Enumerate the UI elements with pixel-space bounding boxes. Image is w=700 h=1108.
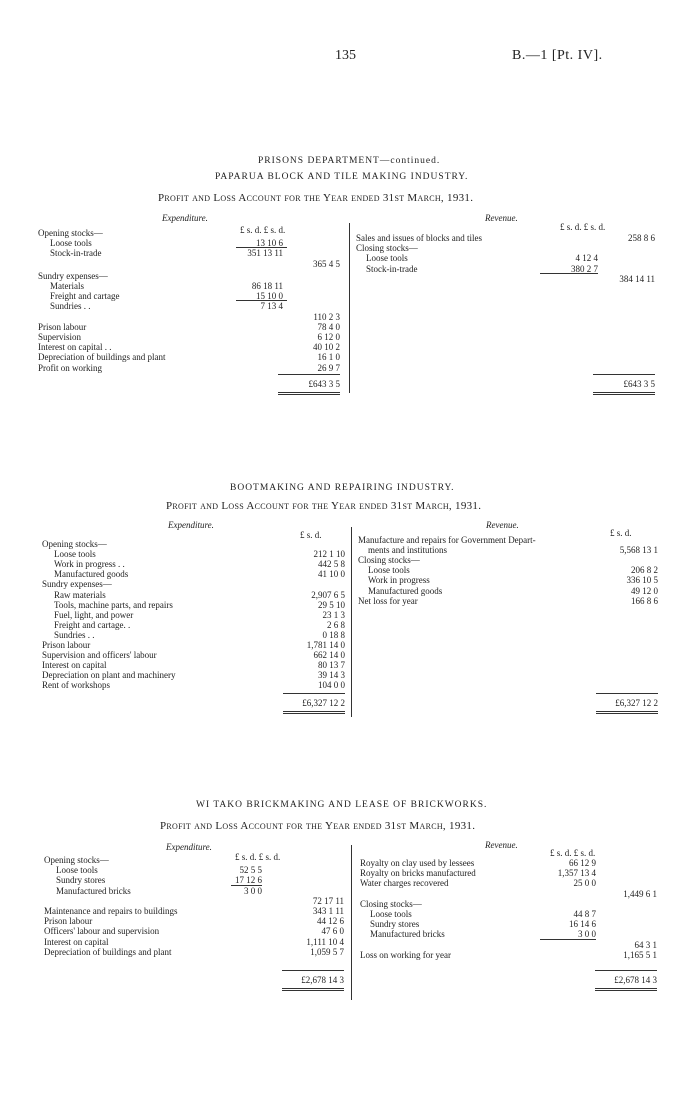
expenditure-amount: 26 9 7 (317, 362, 340, 373)
expenditure-total: £6,327 12 2 (302, 698, 345, 708)
expenditure-row-label: Fuel, light, and power (54, 609, 134, 620)
revenue-total-double-rule (595, 988, 657, 991)
expenditure-row-label: Prison labour (44, 916, 93, 927)
expenditure-amount: 662 14 0 (313, 650, 345, 661)
expenditure-row-label: Loose tools (50, 238, 92, 249)
expenditure-row-label: Profit on working (38, 362, 102, 373)
subtotal-rule (236, 247, 287, 248)
expenditure-amount: 23 1 3 (322, 609, 345, 620)
expenditure-subamount: 7 13 4 (260, 301, 283, 312)
expenditure-row-label: Sundries . . (54, 629, 95, 640)
revenue-row-label: Loose tools (370, 909, 412, 919)
expenditure-total: £643 3 5 (308, 379, 340, 389)
revenue-total-rule (596, 693, 658, 694)
expenditure-amount: 39 14 3 (318, 670, 345, 681)
expenditure-row-label: Materials (50, 281, 84, 291)
revenue-amount: 336 10 5 (626, 575, 658, 586)
expenditure-amount: 104 0 0 (318, 680, 345, 691)
expenditure-row-label: Stock-in-trade (50, 248, 102, 259)
document-reference: B.—1 [Pt. IV]. (512, 48, 603, 63)
revenue-subamount: 16 14 6 (569, 919, 596, 930)
revenue-subamount: 44 8 7 (573, 909, 596, 919)
revenue-heading: Revenue. (485, 213, 518, 223)
expenditure-total: £2,678 14 3 (301, 975, 344, 985)
revenue-total-double-rule (593, 392, 655, 395)
expenditure-subamount: 86 18 11 (251, 281, 283, 291)
expenditure-subamount: 15 10 0 (256, 291, 283, 302)
expenditure-heading: Expenditure. (168, 520, 214, 530)
column-divider (349, 223, 350, 393)
expenditure-row-label: Manufactured bricks (56, 885, 131, 896)
expenditure-amount: 29 5 10 (318, 599, 345, 610)
revenue-amount: 5,568 13 1 (619, 545, 658, 556)
revenue-amount: 49 12 0 (631, 585, 658, 596)
expenditure-row-label: Interest on capital (42, 660, 107, 671)
revenue-total-rule (593, 374, 655, 375)
expenditure-row-label: Supervision and officers' labour (42, 650, 157, 661)
account-title: Profit and Loss Account for the Year ended 31st March, 1931. (158, 192, 474, 204)
revenue-amount: 1,165 5 1 (623, 949, 657, 960)
revenue-amount: 206 8 2 (631, 565, 658, 576)
expenditure-row-label: Prison labour (42, 640, 91, 650)
expenditure-total-double-rule (282, 988, 344, 991)
revenue-row-label: Manufactured goods (368, 585, 443, 596)
expenditure-subamount: 3 0 0 (244, 885, 262, 896)
revenue-row-label: ments and institutions (368, 545, 448, 556)
expenditure-row-label: Raw materials (54, 589, 106, 600)
revenue-row-label: Net loss for year (358, 595, 418, 606)
revenue-row-label: Stock-in-trade (366, 263, 418, 274)
industry-heading: BOOTMAKING AND REPAIRING INDUSTRY. (230, 483, 455, 493)
revenue-row-label: Sundry stores (370, 919, 420, 930)
revenue-amount: 166 8 6 (631, 595, 658, 606)
expenditure-row-label: Depreciation on plant and machinery (42, 670, 176, 681)
expenditure-amount: 1,059 5 7 (310, 946, 344, 957)
expenditure-amount: 80 13 7 (318, 660, 345, 671)
industry-heading: PAPARUA BLOCK AND TILE MAKING INDUSTRY. (215, 172, 469, 182)
revenue-currency-header: £ s. d. (610, 528, 632, 538)
expenditure-row-label: Opening stocks— (38, 228, 103, 238)
revenue-total: £643 3 5 (623, 379, 655, 389)
subtotal-rule (231, 885, 262, 886)
revenue-row-label: Loose tools (366, 253, 408, 264)
expenditure-subamount: 17 12 6 (235, 875, 262, 886)
column-divider (351, 527, 352, 717)
revenue-currency-header: £ s. d. £ s. d. (550, 848, 596, 858)
revenue-heading: Revenue. (485, 840, 518, 850)
expenditure-amount: 78 4 0 (317, 321, 340, 332)
expenditure-amount: 16 1 0 (317, 352, 340, 363)
expenditure-subamount: 52 5 5 (239, 865, 262, 876)
account-title: Profit and Loss Account for the Year ended 31st March, 1931. (166, 500, 482, 512)
expenditure-amount: 1,781 14 0 (306, 640, 345, 650)
revenue-row-label: Work in progress (368, 575, 430, 586)
expenditure-amount: 40 10 2 (313, 342, 340, 353)
expenditure-currency-header: £ s. d. £ s. d. (235, 852, 281, 862)
account-title: Profit and Loss Account for the Year ended 31st March, 1931. (160, 820, 476, 832)
expenditure-currency-header: £ s. d. (300, 530, 322, 540)
expenditure-row-label: Work in progress . . (54, 559, 125, 570)
expenditure-row-label: Sundry stores (56, 875, 106, 886)
expenditure-row-label: Prison labour (38, 321, 87, 332)
expenditure-row-label: Loose tools (54, 549, 96, 560)
expenditure-row-label: Maintenance and repairs to buildings (44, 906, 178, 916)
revenue-amount: 64 3 1 (634, 939, 657, 950)
expenditure-amount: 212 1 10 (313, 549, 345, 560)
revenue-amount: 258 8 6 (628, 233, 655, 243)
expenditure-amount: 72 17 11 (312, 895, 344, 906)
expenditure-row-label: Sundries . . (50, 301, 91, 312)
expenditure-amount: 47 6 0 (321, 926, 344, 937)
expenditure-row-label: Freight and cartage. . (54, 619, 131, 630)
expenditure-total-double-rule (283, 711, 345, 714)
subtotal-rule (540, 273, 598, 274)
subtotal-rule (236, 300, 287, 301)
revenue-subamount: 66 12 9 (569, 858, 596, 868)
expenditure-amount: 110 2 3 (313, 311, 340, 322)
revenue-currency-header: £ s. d. £ s. d. (560, 222, 606, 232)
department-heading: PRISONS DEPARTMENT—continued. (258, 156, 441, 166)
revenue-total-double-rule (596, 711, 658, 714)
revenue-row-label: Closing stocks— (356, 243, 418, 254)
revenue-subamount: 4 12 4 (575, 253, 598, 264)
revenue-amount: 384 14 11 (619, 273, 655, 284)
expenditure-heading: Expenditure. (162, 213, 208, 223)
expenditure-row-label: Opening stocks— (44, 855, 109, 865)
revenue-row-label: Loss on working for year (360, 949, 451, 960)
revenue-row-label: Royalty on clay used by lessees (360, 858, 475, 868)
revenue-row-label: Closing stocks— (358, 555, 420, 566)
page-number: 135 (335, 48, 356, 63)
column-divider (351, 845, 352, 1000)
expenditure-row-label: Interest on capital (44, 936, 109, 947)
expenditure-amount: 0 18 8 (322, 629, 345, 640)
expenditure-row-label: Interest on capital . . (38, 342, 112, 353)
expenditure-row-label: Opening stocks— (42, 539, 107, 549)
expenditure-amount: 2,907 6 5 (311, 589, 345, 600)
revenue-row-label: Royalty on bricks manufactured (360, 868, 476, 879)
revenue-total: £6,327 12 2 (615, 698, 658, 708)
revenue-subamount: 1,357 13 4 (557, 868, 596, 879)
expenditure-amount: 41 10 0 (318, 569, 345, 580)
expenditure-row-label: Supervision (38, 332, 82, 342)
expenditure-heading: Expenditure. (166, 842, 212, 852)
expenditure-row-label: Depreciation of buildings and plant (38, 352, 166, 363)
revenue-total: £2,678 14 3 (614, 975, 657, 985)
revenue-row-label: Water charges recovered (360, 878, 449, 889)
expenditure-amount: 442 5 8 (318, 559, 345, 570)
revenue-row-label: Sales and issues of blocks and tiles (356, 233, 482, 243)
expenditure-total-rule (283, 693, 345, 694)
expenditure-subamount: 351 13 11 (247, 248, 283, 259)
expenditure-row-label: Freight and cartage (50, 291, 120, 302)
revenue-row-label: Loose tools (368, 565, 410, 576)
expenditure-amount: 365 4 5 (313, 258, 340, 269)
revenue-subamount: 25 0 0 (573, 878, 596, 889)
expenditure-total-double-rule (278, 392, 340, 395)
subtotal-rule (540, 939, 596, 940)
revenue-row-label: Closing stocks— (360, 898, 422, 909)
industry-heading: WI TAKO BRICKMAKING AND LEASE OF BRICKWORKS. (196, 800, 488, 810)
revenue-heading: Revenue. (486, 520, 519, 530)
revenue-total-rule (595, 970, 657, 971)
expenditure-row-label: Rent of workshops (42, 680, 110, 691)
expenditure-amount: 343 1 11 (312, 906, 344, 916)
expenditure-total-rule (278, 374, 340, 375)
expenditure-row-label: Loose tools (56, 865, 98, 876)
revenue-amount: 1,449 6 1 (623, 888, 657, 899)
revenue-subamount: 380 2 7 (571, 263, 598, 274)
expenditure-row-label: Sundry expenses— (42, 579, 112, 590)
expenditure-amount: 2 6 8 (327, 619, 345, 630)
revenue-subamount: 3 0 0 (578, 929, 596, 940)
expenditure-row-label: Sundry expenses— (38, 270, 108, 281)
expenditure-row-label: Officers' labour and supervision (44, 926, 160, 937)
expenditure-total-rule (282, 970, 344, 971)
expenditure-amount: 1,111 10 4 (306, 936, 344, 947)
revenue-row-label: Manufactured bricks (370, 929, 445, 940)
expenditure-row-label: Manufactured goods (54, 569, 129, 580)
expenditure-subamount: 13 10 6 (256, 238, 283, 249)
revenue-row-label: Manufacture and repairs for Government Depart- (358, 535, 536, 545)
expenditure-amount: 44 12 6 (317, 916, 344, 927)
expenditure-row-label: Depreciation of buildings and plant (44, 946, 172, 957)
expenditure-row-label: Tools, machine parts, and repairs (54, 599, 173, 610)
expenditure-currency-header: £ s. d. £ s. d. (240, 225, 286, 235)
expenditure-amount: 6 12 0 (317, 332, 340, 342)
